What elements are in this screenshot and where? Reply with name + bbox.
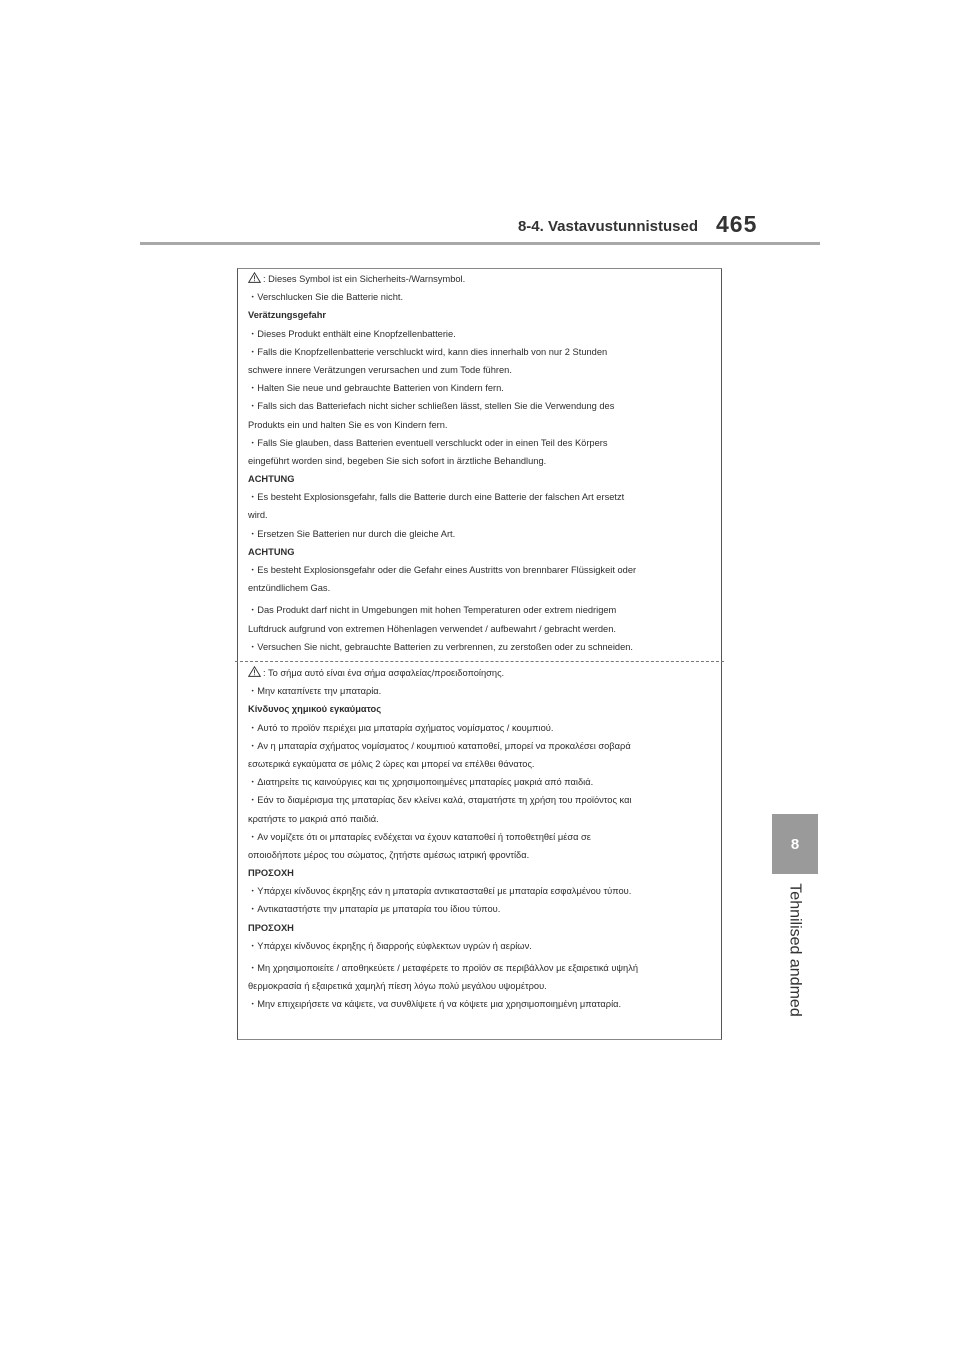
greek-heading-burn: Κίνδυνος χημικού εγκαύματος bbox=[248, 704, 382, 715]
chapter-tab: 8 bbox=[772, 814, 818, 874]
header-rule bbox=[140, 242, 820, 245]
greek-bullet-1: ・Αυτό το προϊόν περιέχει μια μπαταρία σχήματος νομίσματος / κουμπιού. bbox=[248, 722, 554, 733]
greek-bullet-5a: ・Αν νομίζετε ότι οι μπαταρίες ενδέχεται να έχουν καταποθεί ή τοποθετηθεί μέσα σε bbox=[248, 831, 591, 842]
greek-caution-3: ・Υπάρχει κίνδυνος έκρηξης ή διαρροής εύφλεκτων υγρών ή αερίων. bbox=[248, 940, 532, 951]
greek-heading-caution-1: ΠΡΟΣΟΧΗ bbox=[248, 868, 294, 879]
greek-swallow-warning: ・Μην καταπίνετε την μπαταρία. bbox=[248, 686, 382, 697]
german-bullet-5b: eingeführt worden sind, begeben Sie sich sofort in ärztliche Behandlung. bbox=[248, 455, 547, 466]
greek-caution-4b: θερμοκρασία ή εξαιρετικά χαμηλή πίεση λόγω πολύ μεγάλου υψομέτρου. bbox=[248, 981, 547, 992]
greek-symbol-line bbox=[248, 666, 710, 681]
greek-caution-4a: ・Μη χρησιμοποιείτε / αποθηκεύετε / μεταφέρετε το προϊόν σε περιβάλλον με εξαιρετικά υψηλή bbox=[248, 963, 639, 973]
page-number: 465 bbox=[716, 211, 758, 237]
greek-bullet-4b: κρατήστε το μακριά από παιδιά. bbox=[248, 813, 379, 824]
german-caution-1b: wird. bbox=[248, 510, 268, 521]
greek-bullet-4a: ・Εάν το διαμέρισμα της μπαταρίας δεν κλείνει καλά, σταματήστε τη χρήση του προϊόντος και bbox=[248, 795, 632, 806]
german-bullet-5a: ・Falls Sie glauben, dass Batterien eventuell verschluckt oder in einen Teil des Körpers bbox=[248, 437, 608, 448]
german-caution-4b: Luftdruck aufgrund von extremen Höhenlagen verwendet / aufbewahrt / gebracht werden. bbox=[248, 623, 616, 634]
german-notice bbox=[248, 272, 710, 659]
warning-triangle-icon bbox=[248, 272, 261, 283]
greek-caution-1: ・Υπάρχει κίνδυνος έκρηξης εάν η μπαταρία αντικατασταθεί με μπαταρία εσφαλμένου τύπου. bbox=[248, 886, 632, 897]
german-swallow-warning: ・Verschlucken Sie die Batterie nicht. bbox=[248, 292, 404, 303]
german-heading-burn: Verätzungsgefahr bbox=[248, 310, 327, 321]
battery-notice-box bbox=[237, 268, 722, 1040]
greek-bullet-2a: ・Αν η μπαταρία σχήματος νομίσματος / κουμπιού καταποθεί, μπορεί να προκαλέσει σοβαρά bbox=[248, 740, 631, 751]
german-heading-caution-1: ACHTUNG bbox=[248, 474, 295, 485]
greek-caution-5: ・Μην επιχειρήσετε να κάψετε, να συνθλίψετε ή να κόψετε μια χρησιμοποιημένη μπαταρία. bbox=[248, 999, 622, 1010]
greek-symbol-text: : Το σήμα αυτό είναι ένα σήμα ασφαλείας/προειδοποίησης. bbox=[263, 668, 505, 678]
greek-caution-2: ・Αντικαταστήστε την μπαταρία με μπαταρία του ίδιου τύπου. bbox=[248, 904, 501, 915]
chapter-title-vertical bbox=[781, 884, 809, 1016]
german-bullet-4a: ・Falls sich das Batteriefach nicht sicher schließen lässt, stellen Sie die Verwendung des bbox=[248, 401, 615, 412]
german-bullet-1: ・Dieses Produkt enthält eine Knopfzellenbatterie. bbox=[248, 328, 456, 339]
warning-triangle-icon bbox=[248, 666, 261, 677]
chapter-title-text: Tehnilised andmed bbox=[787, 883, 805, 1017]
german-caution-2: ・Ersetzen Sie Batterien nur durch die gleiche Art. bbox=[248, 528, 456, 539]
greek-bullet-2b: εσωτερικά εγκαύματα σε μόλις 2 ώρες και μπορεί να επέλθει θάνατος. bbox=[248, 758, 535, 769]
german-symbol-text: : Dieses Symbol ist ein Sicherheits-/Warnsymbol. bbox=[263, 274, 466, 284]
german-bullet-3: ・Halten Sie neue und gebrauchte Batterien von Kindern fern. bbox=[248, 383, 504, 394]
german-bullet-2b: schwere innere Verätzungen verursachen und zum Tode führen. bbox=[248, 364, 512, 375]
greek-bullet-3: ・Διατηρείτε τις καινούργιες και τις χρησιμοποιημένες μπαταρίες μακριά από παιδιά. bbox=[248, 777, 594, 788]
greek-notice bbox=[248, 666, 710, 1017]
german-symbol-line bbox=[248, 272, 710, 287]
german-caution-4a: ・Das Produkt darf nicht in Umgebungen mit hohen Temperaturen oder extrem niedrigem bbox=[248, 605, 617, 616]
german-caution-3b: entzündlichem Gas. bbox=[248, 583, 331, 594]
german-caution-5: ・Versuchen Sie nicht, gebrauchte Batterien zu verbrennen, zu zerstoßen oder zu schneiden. bbox=[248, 641, 634, 652]
german-bullet-4b: Produkts ein und halten Sie es von Kindern fern. bbox=[248, 419, 448, 430]
greek-heading-caution-2: ΠΡΟΣΟΧΗ bbox=[248, 922, 294, 933]
german-heading-caution-2: ACHTUNG bbox=[248, 546, 295, 557]
german-caution-1a: ・Es besteht Explosionsgefahr, falls die Batterie durch eine Batterie der falschen Art ersetzt bbox=[248, 492, 625, 503]
german-caution-3a: ・Es besteht Explosionsgefahr oder die Gefahr eines Austritts von brennbarer Flüssigkeit oder bbox=[248, 565, 637, 575]
header-section-title: 8-4. Vastavustunnistused bbox=[517, 218, 698, 235]
section-divider bbox=[235, 661, 724, 662]
german-bullet-2a: ・Falls die Knopfzellenbatterie verschluckt wird, kann dies innerhalb von nur 2 Stunden bbox=[248, 346, 608, 357]
greek-bullet-5b: οποιοδήποτε μέρος του σώματος, ζητήστε αμέσως ιατρική φροντίδα. bbox=[248, 849, 530, 860]
